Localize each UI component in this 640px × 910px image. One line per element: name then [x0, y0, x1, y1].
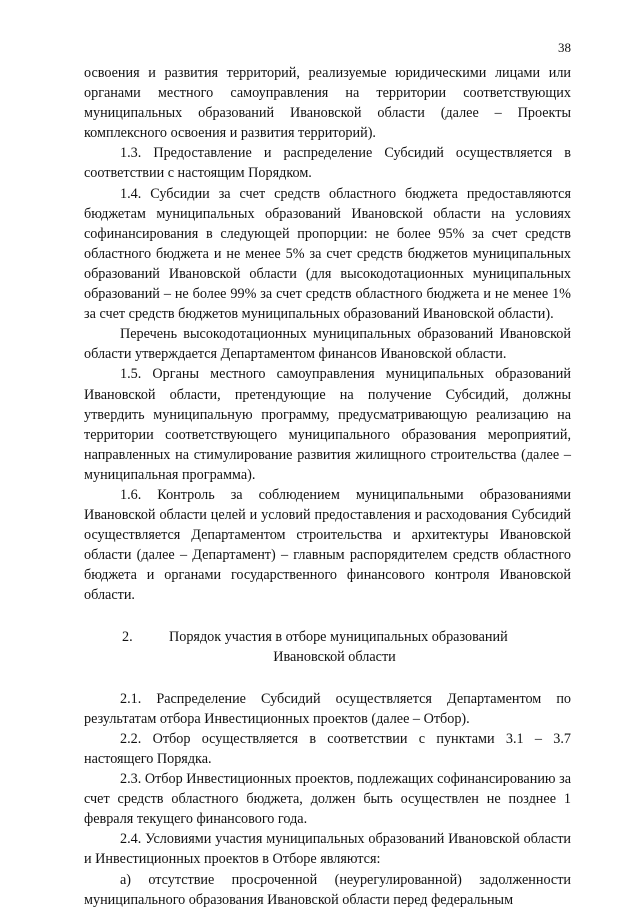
paragraph-2-4: 2.4. Условиями участия муниципальных образований Ивановской области и Инвестиционных проектов в Отборе являются: — [84, 831, 571, 868]
paragraph-continuation: освоения и развития территорий, реализуемые юридическими лицами или органами местного самоуправления на территории соответствующих муниципальных образований Ивановской области (далее – Проекты комплексного освоения и развития территорий). — [84, 65, 571, 142]
section-heading — [84, 627, 571, 667]
paragraph-2-4-a: а) отсутствие просроченной (неурегулированной) задолженности муниципального образования Ивановской области перед федеральным — [84, 871, 571, 908]
paragraph-2-1: 2.1. Распределение Субсидий осуществляется Департаментом по результатам отбора Инвестиционных проектов (далее – Отбор). — [84, 690, 571, 727]
paragraph-1-6: 1.6. Контроль за соблюдением муниципальными образованиями Ивановской области целей и условий предоставления и расходования Субсидий осуществляется Департаментом строительства и архитектуры Ивановской области (далее – Департамент) – главным распорядителем средств областного бюджета и органами государственного финансового контроля Ивановской области. — [84, 486, 571, 604]
paragraph-1-3: 1.3. Предоставление и распределение Субсидий осуществляется в соответствии с настоящим Порядком. — [84, 145, 571, 182]
paragraph-1-5: 1.5. Органы местного самоуправления муниципальных образований Ивановской области, претендующие на получение Субсидий, должны утвердить муниципальную программу, предусматривающую реализацию на территории соответствующего муниципального образования мероприятий, направленных на стимулирование развития жилищного строительства (далее – муниципальная программа). — [84, 366, 571, 483]
paragraph-1-4: 1.4. Субсидии за счет средств областного бюджета предоставляются бюджетам муниципальных образований Ивановской области на условиях софинансирования в следующей пропорции: не более 95% за счет средств областного бюджета и не менее 5% за счет средств бюджетов муниципальных образований Ивановской области (для высокодотационных муниципальных образований – не более 99% за счет средств областного бюджета и не менее 1% за счет средств бюджетов муниципальных образований Ивановской области). — [84, 185, 571, 323]
section-number: 2. — [122, 628, 133, 645]
paragraph-high-subsidy-list: Перечень высокодотационных муниципальных образований Ивановской области утверждается Департаментом финансов Ивановской области. — [84, 326, 571, 363]
page-number: 38 — [558, 40, 571, 55]
section-title-line1: Порядок участия в отборе муниципальных образований — [169, 628, 508, 645]
section-title-line2: Ивановской области — [273, 648, 396, 665]
paragraph-2-3: 2.3. Отбор Инвестиционных проектов, подлежащих софинансированию за счет средств областного бюджета, должен быть осуществлен не позднее 1 февраля текущего финансового года. — [84, 771, 571, 828]
document-body — [84, 63, 571, 910]
paragraph-2-2: 2.2. Отбор осуществляется в соответствии с пунктами 3.1 – 3.7 настоящего Порядка. — [84, 730, 571, 767]
